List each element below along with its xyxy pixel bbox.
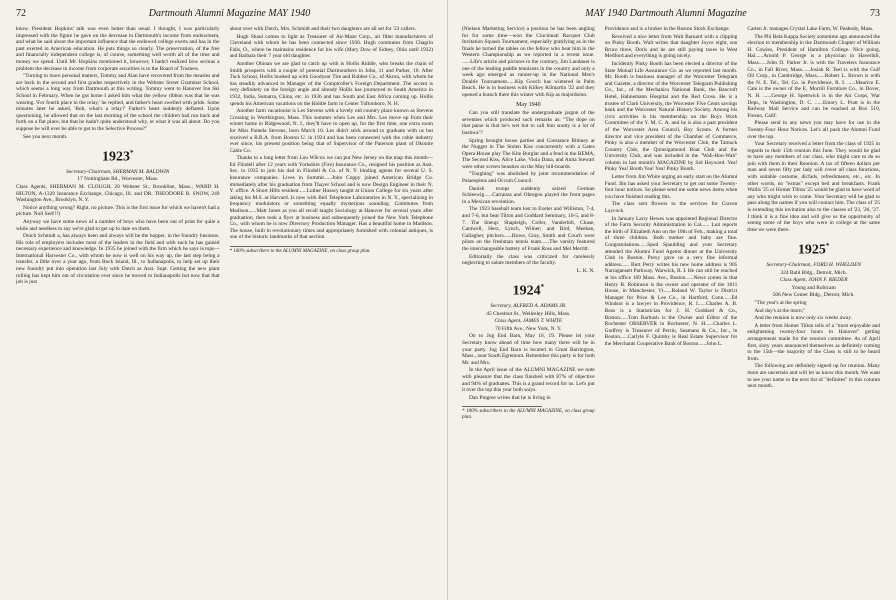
class-year-heading: 1924* — [512, 283, 545, 300]
agent-address: Young and Rubicam — [791, 284, 836, 291]
class-year-heading: 1925* — [797, 242, 830, 259]
paragraph: Dan Pingree writes that he is living in — [469, 394, 551, 401]
paragraph: And day's at the morn;" — [754, 307, 806, 314]
paragraph: The class sent flowers to the services for Craven Laycock. — [604, 201, 738, 215]
paragraph: (Nielsen Marketing Service) a position he has been angling for for some time—won the Cincinnati Racquet Club Invitation Squash Tournament, especially gratifying as in the finals he turned the tables on the fellow who beat him in the Western Championship as we reported in a recent issue. ......Life's article and pictures to the contrary, Jim Landauer is one of the leading paddle tennisists in the country and only a week ago emerged as runner-up in the National Men's Double Tournament......Kip Gooch has wintered in Palm Beach. He is in business with Kilkey Kilmartin '22 and they opened a branch there this winter with Kip as majordomo. — [462, 26, 595, 98]
paragraph: Hugh Shaul comes to light as Treasurer of Air-Maze Corp., air filter manufacturers of Cleveland with whom he has been connected since 1936. Hugh commutes from Chagrin Falls, O., where he maintains residence for his wife (Mary Dow of Sidney, Ohio until 1932) and Barbara their 7 year old daughter. — [229, 33, 433, 60]
class-agents: Class Agents, SHERMAN M. CLOUGH, 20 Webster St., Brookline, Mass.; WARD H. HILTON, A-1329 Insurance Exchange, Chicago, Ill. and DR. THEODORE R. SNOW, 249 Washington Ave., Brooklyn, N. Y. — [16, 183, 220, 204]
class-agent: Class Agent, JAMES T. WHITE — [494, 318, 563, 325]
left-column-1 — [16, 26, 220, 600]
paragraph: A letter from Homer Tilton tells of a "most enjoyable and enlightening twenty-four hours in Hanover" getting arrangements made for the reunion committee. As of April first, sixty years announced themselves as definitely coming to the 15th—the majority of the Class is still to be heard from. — [747, 322, 881, 362]
paragraph: Editorially the class was criticized for carelessly neglecting to salute members of the faculty. — [462, 253, 595, 267]
footnote-rule — [230, 246, 352, 247]
paragraph: Your Secretary received a letter from the class of 1925 in regards to their 15th reunion this June. They would be glad to have any members of our class, who might care to do so join with them in their Reunion. A tax of fifteen dollars per man and seven fifty per lady will cover all class functions, with suitable costume, dicfads, refreshments, etc., etc. In other words, no "extras" except bed and breakfasts. Frank Wallis '25 or Homer Tilton '25 would be glad to have word of any who might wish to come. Your Secretary will be glad to pass along the names if you will contact him. The class of '25 is extending this invitation also to the classes of '23, '26, '27. I think it is a fine idea and will give us the opportunity of seeing some of the boys who were in college at the same time we were there. — [747, 141, 881, 233]
paragraph: Carten Jr. manages Crystal Lake Farm, W. Peabody, Mass. — [747, 26, 874, 32]
agent-address: 70 Fifth Ave., New York, N. Y. — [495, 325, 562, 332]
right-page-number: 73 — [869, 8, 880, 19]
secretary-address: 45 Chestnut St., Wellesley Hills, Mass. — [486, 310, 571, 317]
paragraph: See you next month. — [23, 133, 68, 140]
right-page — [448, 0, 896, 600]
footnote: * 100% subscribers to the ALUMNI MAGAZINE, on class group plan. — [462, 409, 595, 421]
left-column-2 — [230, 26, 434, 600]
paragraph: The 1923 baseball team lost to Exeter and Williston, 7-4, and 7-6, but beat Tilton and Goddard Seminary, 10-5, and 8-7. The lineup: Shapleigh, Coller, Vanderbilt, Chase, Cantwell, Herz, Lynch, Wilner; and Bird, Meehan, Gallagher, pitchers......Howe, Gray, Smith and Couch were pilots on the freshman tennis team......The varsity featured the interchangeable battery of Frank Ross and Mel Merritt. — [462, 206, 595, 252]
class-secretary: Secretary-Chairman, FORD H. WHELDEN — [766, 262, 861, 269]
secretary-address: 17 Nottingham Rd., Worcester, Mass. — [77, 176, 159, 183]
right-column-2 — [605, 26, 738, 600]
right-page-title: MAY 1940 Dartmouth Alumni Magazine — [585, 8, 747, 19]
paragraph: Another Ohioan we are glad to catch up with is Hollis Riddle, who breaks the chain of Smith prospects with a couple of potential Dartmouthers in John, 11 and Parker, 10. After Tuck School, Hollis hooked up with Goodyear Tire and Rubber Co., of Akron, with whom he has steadily advanced to Manager of the Comptroller's Foreign Department. The accent is very definitely on the foreign angle and already Hollis has journeyed to South America in 1932, India, Sumatra, China, etc. in 1936 and has South and East Africa coming up. Hollis spends his American vacations on the Riddle farm in Center Tuftonboro, N. H. — [229, 60, 433, 107]
paragraph: "Turning to more personal matters, Tommy and Alan have recovered from the measles and are back in the second and first grades respectively in the Webster Street Grammar School, which seems a long way from Dartmouth at this writing. Tommy went to Hanover Inn Ski School in February. When he got home I asked him what the yellow ribbon was that he was wearing. 'For fourth place in the relay,' he replied, and father's heart swelled with pride. Some minutes later he asked, 'Bob, what's a relay?' Father's heart suddenly deflated. Upon questioning, he allowed that on the last morning of the school the children had run back and forth on a flat place, but that he hadn't quite understood why, or what it was all about. Do you suppose he will ever be able to get to the Selective Process?" — [16, 73, 220, 132]
paragraph: Spring brought house parties and Constance Bimney at the Nugget in The Stolen Kiss concurrently with a Gates Opera House play The Kite Burglar and a feud in the BEMA, The Second Kiss, Alice Lake, Viola Dana, and Anita Stewart were other screen beauties on the May hill-boards. — [462, 137, 595, 170]
paragraph: Notice anything wrong? Right, no picture. This is the first issue for which we haven't had a picture. Null Sed!!!) — [16, 204, 220, 218]
left-running-head — [16, 8, 433, 22]
paragraph: In the April issue of the ALUMNI MAGAZINE we note with pleasure that the class finished with 87% of objective and 94% of graduates. This is a grand record for us. Let's put it over the top this year both ways. — [462, 367, 595, 394]
paragraph: And the reunion is now only six weeks away. — [754, 315, 853, 322]
class-agent: Class Agent, JOHN F. RIEDER — [779, 277, 848, 284]
agent-address: 506 New Center Bldg., Detroit, Mich. — [772, 292, 855, 299]
paragraph: Can you still translate the undergraduate jargon of the seventies which produced such remarks as: "The dope on that parse is that he's wet but to call him snotty is a lot of bushwa"? — [462, 110, 595, 136]
paragraph: Please send in any news you may have for use in the Twenty-Four Hour Notices. Let's all push the Alumni Fund over the top. — [747, 120, 881, 140]
paragraph: Letter from Jim White urging an early start on the Alumni Fund. Jim has asked your Secretary to get out some Twenty-four hour notices. So please send me some news items when you have finished reading this. — [604, 174, 738, 200]
right-running-head — [462, 8, 880, 22]
footnote: * 100% subscribers to the ALUMNI MAGAZINE, on class group plan. — [229, 249, 371, 254]
class-secretary: Secretary-Chairman, SHERMAN M. BALDWIN — [66, 168, 170, 175]
class-secretary: Secretary, ALFRED A. ADAMS JR. — [490, 303, 567, 310]
left-page-title: Dartmouth Alumni Magazine MAY 1940 — [148, 8, 311, 19]
signature-initials: L. K. N. — [576, 267, 595, 274]
paragraph: about over with Dutch, Mrs. Schmidt and their two daughters are all set for '23 callers. — [229, 26, 417, 32]
paragraph: Received a nice letter from Walt Barnard with a clipping on Pinky Booth. Walt writes that daughter Joyce eight, son Bruce three, Doris and he are still paying taxes in West Medford and everything is going nicely. — [604, 33, 738, 60]
paragraph: Dutch Schmidt a, has always been and always will be the hopper, in the foundry business. His role of employers includes most of the leaders in the field and with each he has gained necessary experience and knowledge. In 1935 he joined with the firm which he says is tops—International Harvester Co., with whom he now is well on his way up, the last step being a transfer, a little over a year ago, from Rock Island, Ill., to Indianapolis, to help set up their new foundry put into operation last July with Dutch as Asst. Supt. Getting the new plant rolling has kept him out of circulation ever since he moved to Indianapolis but now that that job is just — [16, 233, 220, 286]
right-column-3 — [747, 26, 880, 600]
dateline: May 1940 — [516, 101, 541, 108]
paragraph: "Toughing" was abolished by joint recommendation of Palaeopitus and Occum Council. — [462, 171, 595, 185]
paragraph: "The year's at the spring — [754, 300, 807, 307]
left-page-number: 72 — [16, 8, 26, 19]
class-year-heading: 1923* — [102, 149, 134, 165]
footnote-rule — [462, 406, 542, 407]
paragraph: Providence and is a broker in the Boston Stock Exchange. — [604, 26, 730, 32]
paragraph: On to Jug End Barn, May 16, 19. Please let your Secretary know ahead of time how many there will be in your party. Jug End Barn is located in Great Barrington, Mass., near South Egremont. Remember this party is for both Mr. and Mrs. — [462, 333, 595, 366]
paragraph: Anyway we have some news of a number of boys who have been out of print for quite a while and needless to say we're glad to get up to date on them. — [16, 218, 220, 232]
paragraph: Another farm vacationist is Les Stevens with a lovely old country place known as Stevens Crossing in Worthington, Mass. This summer when Les and Mrs. Les move up from their winter home in Ridgewood, N. J., they'll have to open up, for the first time, one extra room for Miss Pamela Stevens, born March 10. Les didn't stick around to graduate with us but received a B.B.A. from Boston U. in 1924 and has been connected with the cable industry ever since, his present position being that of Supervisor of the Paterson plant of Okonite Cable Co. — [229, 108, 433, 154]
paragraph: The following are definitely signed up for reunion. Many more are uncertain and will let us know this month. We want to see your name in the next list of "definites" in this column next month. — [747, 363, 881, 390]
paragraph: The Phi Beta Kappa Society sometime ago announced the election to membership in the Dartmouth Chapter of William H. Cowles, President of Hamilton College. Nice going, Hal......Arnold P. George is a physician in Haverhill, Mass......John D. Parker Jr. is with the Travelers Insurance Co., in Fall River, Mass......Josiah R. Teel is with the Gulf Oil Corp., in Cambridge, Mass......Robert L. Brown is with the N. E. Tel., Tel. Co. in Providence, R. I. ......Maurice E. Cate is the owner of the E. Morrill Furniture Co., in Dover, N. H. ......George H. Spettwick is in the Air Corps, War Dept., in Washington, D. C. ......Emory L. Pratt is in the Railway Mail Service and can be reached at Box 510, Fresno, Calif. — [747, 33, 881, 119]
paragraph: Thanks to a long letter from Lou Wilcox we can put New Jersey on the map this month—Ed Flindell after 12 years with Yorkshire (Fire) Insurance Co., resigned his position as Asst. Sec. in 1935 to join his dad in Flindell & Co. of N. Y. binding agents for several U. S. Insurance companies. Lives in Summit......John Coppy joined American Bridge Co. immediately after his graduation from Thayer School and is now Design Engineer in their N. Y. office. A Short Hills resident......Luther Hussey taught at Union College for six years after taking his M.S. at Harvard. Is now with Bell Telephone Laboratories in N. Y., specializing in frequency modulators or something equally mysterious sounding. Commutes from Madison......Matt Jones as you all recall taught Sociology at Hanover for several years after graduation, then took a flyer at business and subsequently joined the New York Telephone Co., with whom he is now Directory Production Manager. Has a beautiful home in Madison. The house, built in revolutionary times and appropriately furnished with colonial antiques, is one of the historic landmarks of that section. — [229, 155, 433, 241]
paragraph: Danish troops suddenly seized German Schleswig......Carranza and Obregon played the front pages in a Mexican revolution. — [462, 185, 595, 205]
paragraph: know. President Hopkins' talk was even better than usual. I thought, I was particularly impressed with the figure he gave on the decrease in Dartmouth's income from endowment, and what he said about the important influence that the endowed college exerts and has in the past exerted in American education. He puts things so clearly. The preservation, of the free and financially independent college is, of course, something well worth all of the time and money we spend. Until Mr. Hopkins mentioned it, however, I hadn't realized how serious a problem the decrease in income from corporate securities is to the Board of Trustees. — [16, 26, 220, 72]
paragraph: Incidently Pinky Booth has been elected a director of the State Mutual Life Assurance Co. as we reported last month. Mr. Booth is business manager of the Worcester Telegram and Gazette, a director of the Worcester Telegram Publishing Co., Inc., of the Mechanics National Bank, the Bancroft Hotel, Hahnemann Hospital and the Red Cross. He is a trustee of Clark University, the Worcester Five Cents savings bank and the Worcester Natural History Society. Among his civic activities is his membership on the Boys Work Committee of the Y. M. C. A. and he is also a past president of the Worcester Area Council, Boy Scouts. A former director and vice president of the Chamber of Commerce, Pinky is also a member of the Worcester Club, the Tatnuck Country Club, the Quinsigamond Boat Club and the University Club, and was included in the "Wah-Hoo-Wah" column in last month's MAGAZINE by Sid Hayward. Yea! Pinky Yea! Booth Yea! Yea! Pinky Booth. — [604, 60, 738, 173]
right-column-1 — [462, 26, 595, 600]
secretary-address: 324 Buhl Bldg., Detroit, Mich. — [780, 269, 847, 276]
paragraph: In January Larry Hewes was appointed Regional Director of the Farm Security Administration in Cal...... Luit reports the birth of Elizabeth Ann on the 10th of Feb., making a total of three children. Both mother and baby are fine. Congratulations......Spud Spaulding and your Secretary attended the Alumni Fund Agents dinner at the University Club in Boston. Prexy gave us a very fine informal address...... Burt Perry writes his new home address is 905 Narragansett Parkway, Warwick, R. I. He can still be reached at his office 169 Mass. Ave., Boston......News comes in that Henry B. Robinson is the owner and operator of the 1811 House, in Manchester, Vt......Roland W. Taylor is District Manager for Price & Lee Co., in Hartford, Conn......Ed Windsor is a lawyer in Providence, R. I......Charles A. B. Boss is a Statistician for J. H. Goddard & Co., Boston......Tom Barbush is the Owner and Editor of the Rochester OBSERVER in Rochester, N. H......Charles L. Godfrey is Treasurer of Perrin, Seamans & Co., Inc., in Boston......Carlyle F. Quimby is Real Estate Supervisor for the Merchants Cooperative Bank of Boston......John L. — [604, 215, 738, 347]
